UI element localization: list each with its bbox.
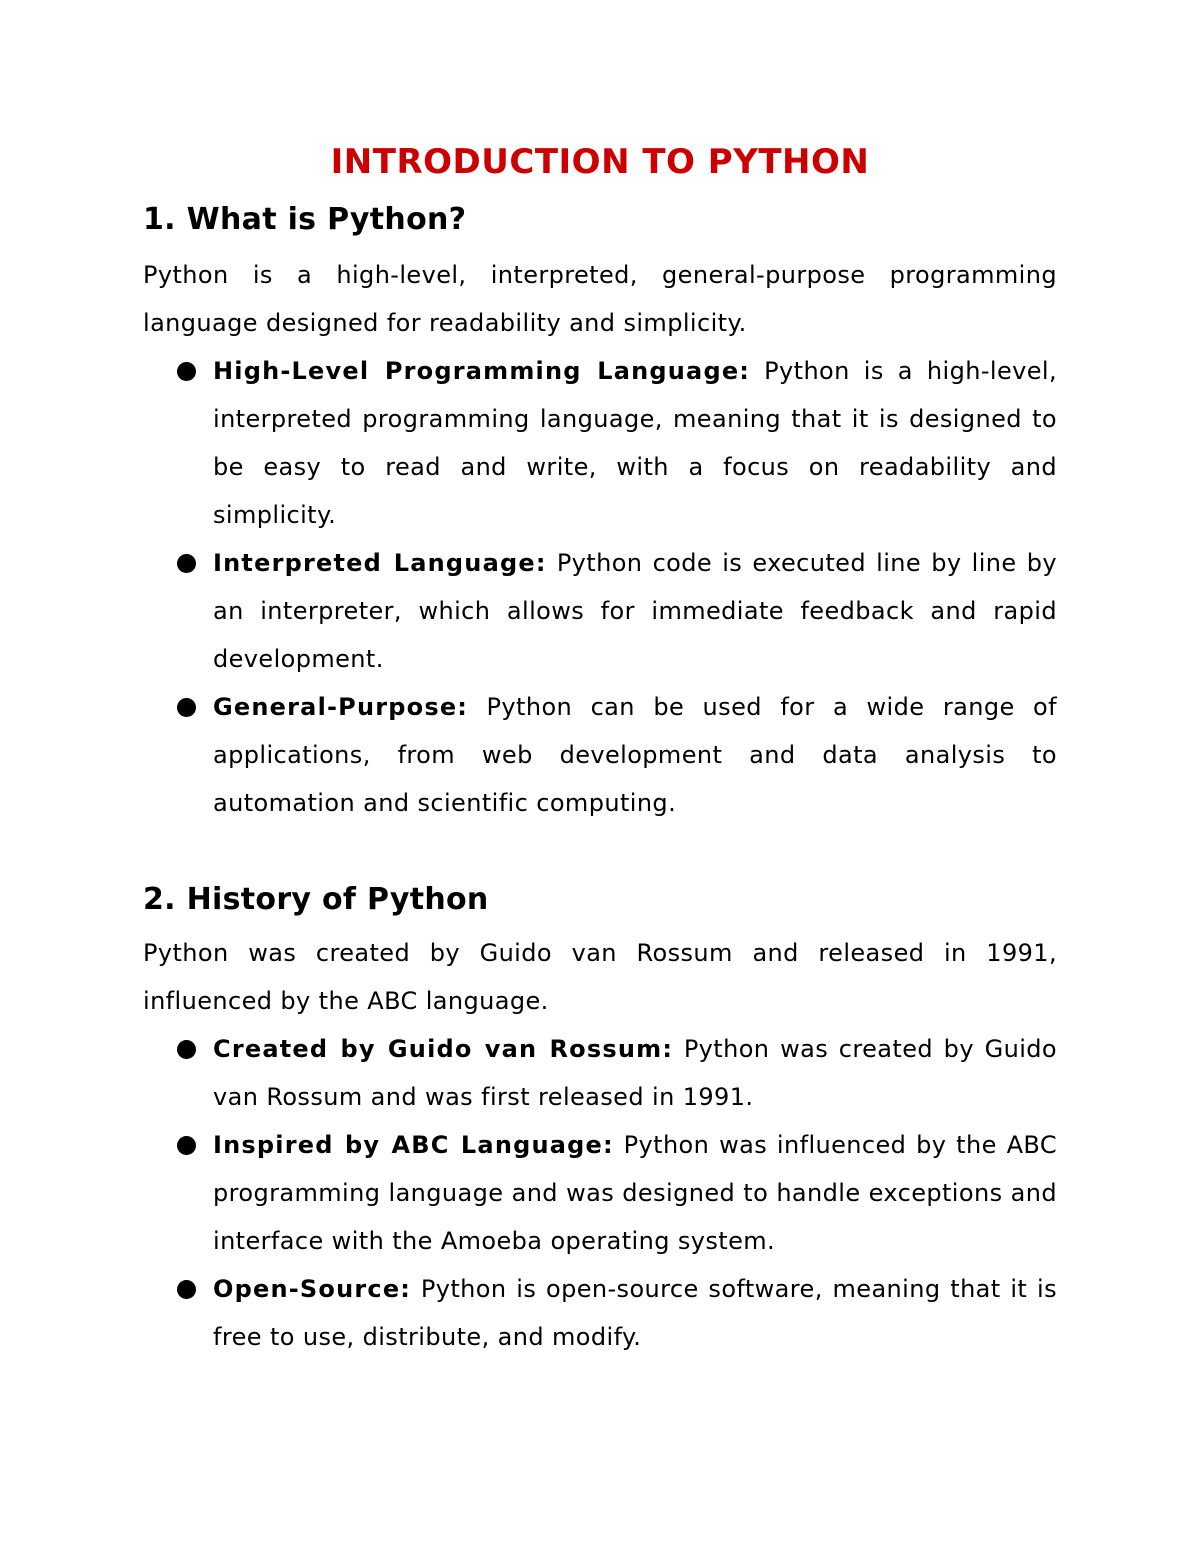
section-intro-paragraph: Python was created by Guido van Rossum and released in 1991, influenced by the ABC language.	[143, 939, 1057, 1015]
list-item	[143, 539, 1057, 683]
bullet-icon	[177, 1280, 196, 1299]
bullet-term: General-Purpose:	[213, 693, 469, 721]
section-heading-history-of-python: 2. History of Python	[143, 882, 489, 917]
list-item	[143, 683, 1057, 827]
document-title: INTRODUCTION TO PYTHON	[330, 142, 870, 182]
section-intro-paragraph: Python is a high-level, interpreted, general-purpose programming language designed for readability and simplicity.	[143, 261, 1057, 337]
bullet-list-history-of-python	[143, 1025, 1057, 1361]
bullet-icon	[177, 1136, 196, 1155]
bullet-icon	[177, 362, 196, 381]
bullet-text: Python can be used for a wide range of applications, from web development and data analysis to automation and scientific computing.	[213, 693, 1057, 817]
bullet-icon	[177, 1040, 196, 1059]
bullet-icon	[177, 554, 196, 573]
bullet-text: Python was created by Guido van Rossum and was first released in 1991.	[213, 1035, 1057, 1111]
list-item	[143, 1025, 1057, 1121]
bullet-list-what-is-python	[143, 347, 1057, 827]
list-item	[143, 1121, 1057, 1265]
bullet-term: Interpreted Language:	[213, 549, 547, 577]
bullet-term: Created by Guido van Rossum:	[213, 1035, 674, 1063]
bullet-term: High-Level Programming Language:	[213, 357, 751, 385]
section-heading-what-is-python: 1. What is Python?	[143, 202, 467, 237]
bullet-text: Python code is executed line by line by an interpreter, which allows for immediate feedback and rapid development.	[213, 549, 1057, 673]
list-item	[143, 347, 1057, 539]
bullet-text: Python is open-source software, meaning that it is free to use, distribute, and modify.	[213, 1275, 1057, 1351]
bullet-icon	[177, 698, 196, 717]
bullet-text: Python is a high-level, interpreted programming language, meaning that it is designed to be easy to read and write, with a focus on readability and simplicity.	[213, 357, 1058, 529]
bullet-text: Python was influenced by the ABC programming language and was designed to handle exceptions and interface with the Amoeba operating system.	[213, 1131, 1057, 1255]
bullet-term: Inspired by ABC Language:	[213, 1131, 614, 1159]
bullet-term: Open-Source:	[213, 1275, 412, 1303]
list-item	[143, 1265, 1057, 1361]
